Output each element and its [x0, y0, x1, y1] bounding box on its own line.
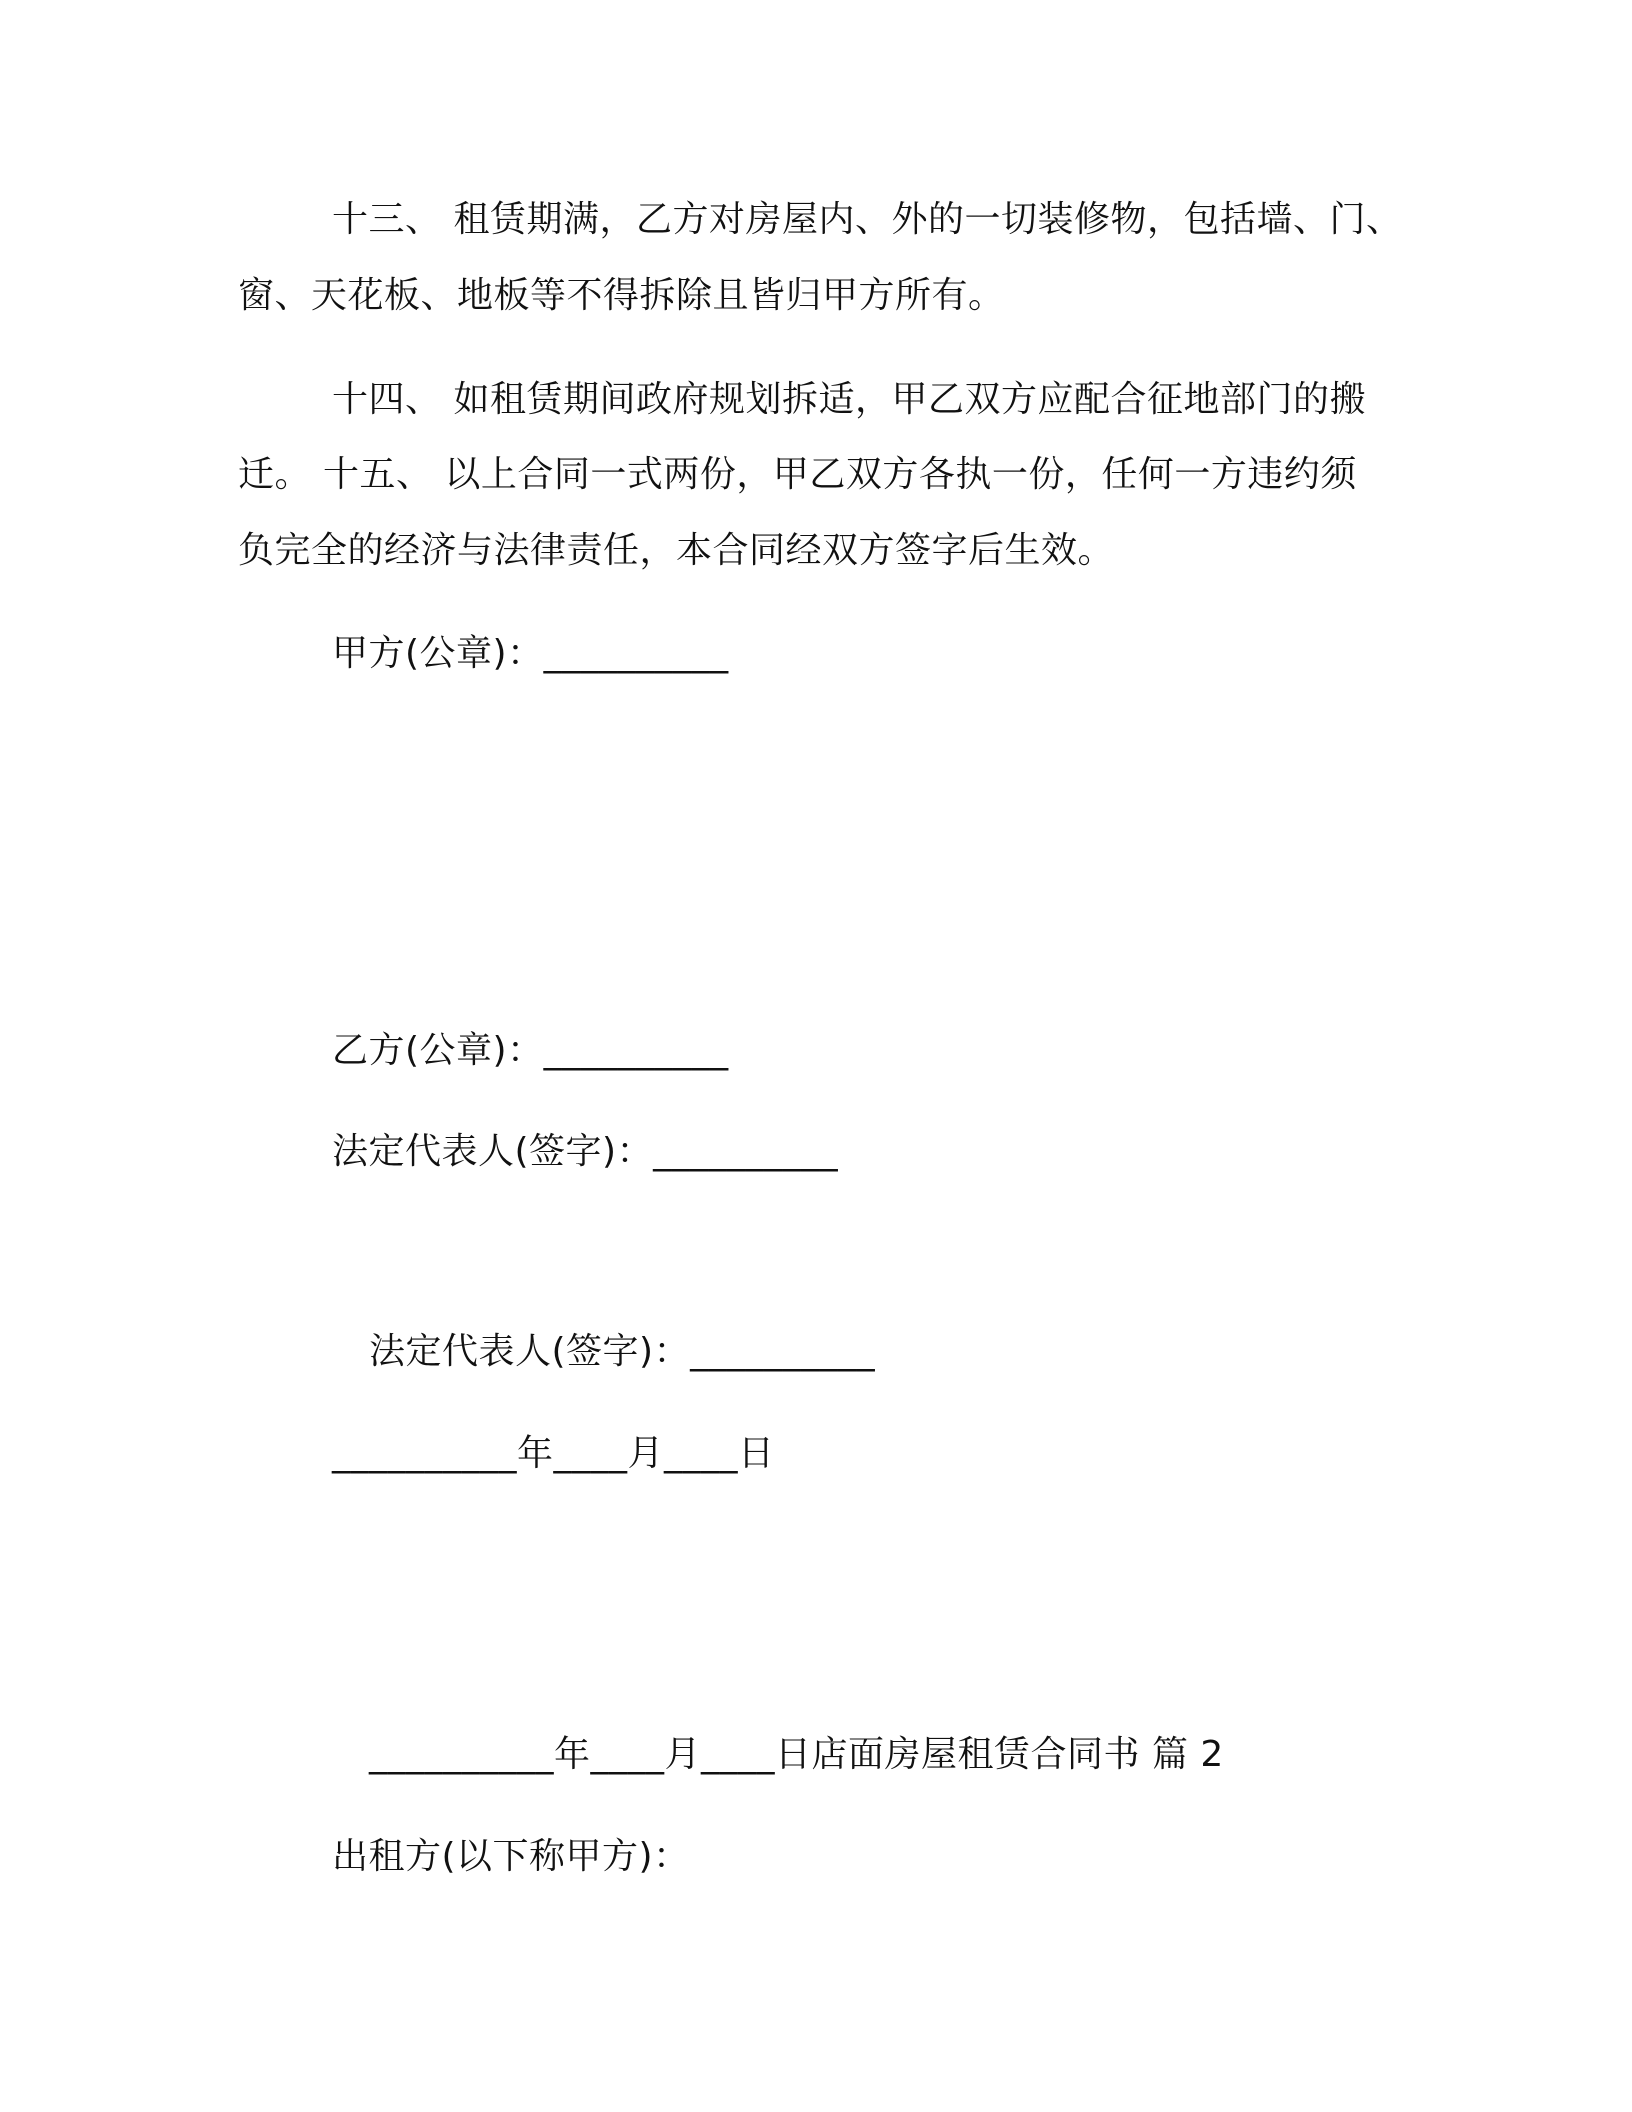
legal-rep-signature-field-2: 法定代表人(签字)：__________	[369, 1331, 876, 1372]
party-b-seal-field: 乙方(公章)：__________	[332, 1030, 729, 1071]
clause-15-line-3: 负完全的经济与法律责任，本合同经双方签字后生效。	[238, 530, 1115, 571]
clause-14-line-2: 迁。 十五、 以上合同一式两份，甲乙双方各执一份，任何一方违约须	[238, 454, 1357, 495]
legal-rep-signature-field-1: 法定代表人(签字)：__________	[332, 1131, 839, 1172]
section-title: __________年____月____日店面房屋租赁合同书 篇 2	[369, 1734, 1224, 1775]
clause-13-line-2: 窗、天花板、地板等不得拆除且皆归甲方所有。	[238, 275, 1005, 316]
date-field: __________年____月____日	[332, 1433, 775, 1474]
lessor-label: 出租方(以下称甲方)：	[332, 1836, 690, 1877]
clause-13-line-1: 十三、 租赁期满，乙方对房屋内、外的一切装修物，包括墙、门、	[332, 199, 1403, 240]
clause-14-line-1: 十四、 如租赁期间政府规划拆适，甲乙双方应配合征地部门的搬	[332, 379, 1366, 420]
party-a-seal-field: 甲方(公章)：__________	[332, 633, 729, 674]
